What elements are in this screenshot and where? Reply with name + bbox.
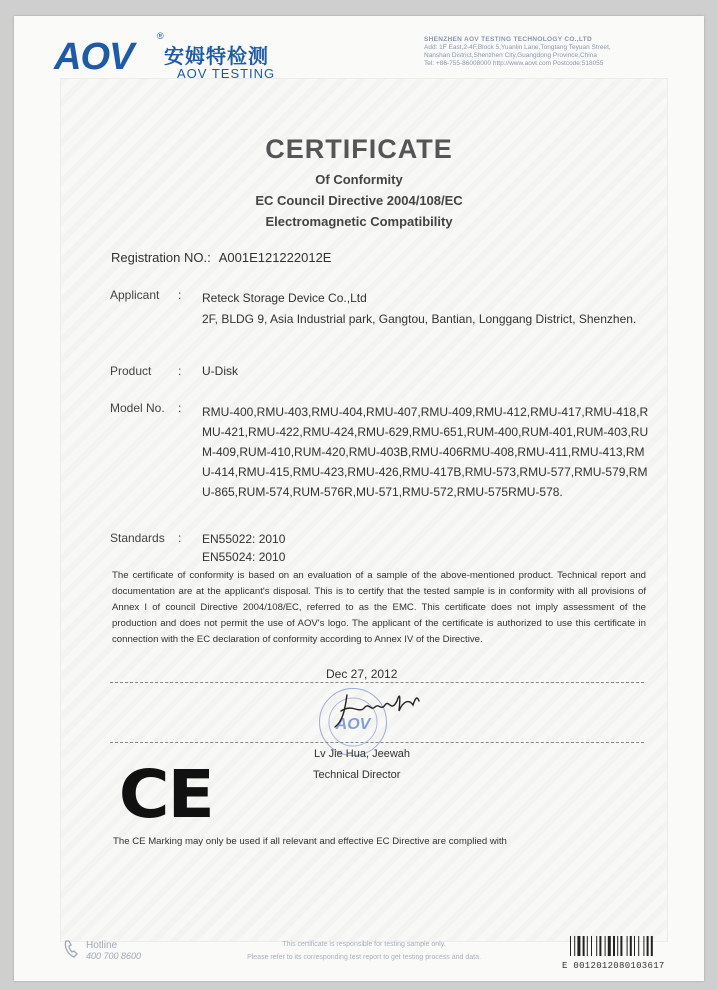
subtitle-of-conformity: Of Conformity — [315, 172, 403, 187]
hotline-label: Hotline — [86, 940, 118, 951]
barcode-bar — [596, 936, 597, 956]
registration-label: Registration NO.: — [111, 250, 211, 265]
registered-mark: ® — [157, 31, 164, 41]
signer-title: Technical Director — [313, 769, 401, 781]
certificate-title: CERTIFICATE — [265, 134, 453, 164]
barcode-bar — [591, 936, 592, 956]
barcode-bar — [608, 936, 611, 956]
registration-row — [111, 250, 331, 265]
barcode-bar — [643, 936, 644, 956]
applicant-name: Reteck Storage Device Co.,Ltd — [202, 291, 367, 305]
signer-name: Lv Jie Hua, Jeewah — [314, 748, 410, 760]
company-address-1: Add: 1F East,2-4F,Block 5,Yuanlin Lane,Tongtang Teyuan Street, — [424, 44, 611, 51]
conformity-statement: The certificate of conformity is based on an evaluation of a sample of the above-mentioned product. Technical report and documentation are at the applicant's disposal. This is to certify that the tested sample is in conformity with all provisions of Annex I of council Directive 2004/108/EC, referred to as the EMC. This certificate does not imply assessment of the production and does not permit the use of AOV's logo. The applicant of the certificate is authorized to use this certificate in connection with the EC declaration of conformity according to Annex IV of the Directive. — [112, 570, 646, 645]
applicant-colon: : — [178, 288, 182, 302]
barcode-bar — [587, 936, 588, 956]
certificate-page — [14, 16, 704, 981]
barcode-number: E 0012012080103617 — [562, 961, 665, 971]
barcode-bar — [605, 936, 606, 956]
company-address-2: Nanshan District,Shenzhen City,Guangdong Province,China — [424, 52, 597, 59]
subtitle-emc: Electromagnetic Compatibility — [265, 214, 453, 229]
product-colon: : — [178, 364, 182, 378]
barcode-bar — [627, 936, 628, 956]
company-info — [424, 36, 694, 68]
standard-en55022: EN55022: 2010 — [202, 532, 286, 546]
ce-marking-note: The CE Marking may only be used if all relevant and effective EC Directive are complied with — [113, 836, 507, 847]
applicant-address: 2F, BLDG 9, Asia Industrial park, Gangtou, Bantian, Longgang District, Shenzhen. — [202, 312, 637, 326]
barcode-bar — [634, 936, 635, 956]
hotline-phone-icon — [62, 938, 82, 960]
standard-en55024: EN55024: 2010 — [202, 550, 286, 564]
subtitle-directive: EC Council Directive 2004/108/EC — [255, 193, 463, 208]
footer-note — [194, 938, 534, 964]
handwritten-signature — [319, 681, 429, 741]
barcode-bar — [647, 936, 649, 956]
footer-note-2: Please refer to its corresponding test report to get testing process and data. — [247, 954, 481, 961]
barcode-bar — [613, 936, 615, 956]
barcode-bar — [599, 936, 601, 956]
barcode-bar — [620, 936, 622, 956]
barcode-bar — [630, 936, 632, 956]
hotline-number: 400 700 8600 — [86, 951, 142, 961]
model-list: RMU-400,RMU-403,RMU-404,RMU-407,RMU-409,RMU-412,RMU-417,RMU-418,RMU-421,RMU-422,RMU-424,RMU-629,RMU-651,RUM-400,RUM-401,RUM-403,RUM-409,RUM-410,RUM-420,RMU-403B,RMU-406RMU-408,RMU-411,RMU-413,RMU-414,RMU-415,RMU-423,RMU-426,RMU-417B,RMU-573,RMU-577,RMU-579,RMU-865,RUM-574,RUM-576R,MU-571,RMU-572,RMU-575RMU-578. — [202, 405, 649, 499]
applicant-label: Applicant — [110, 288, 160, 302]
barcode-bar — [617, 936, 618, 956]
issue-date: Dec 27, 2012 — [326, 667, 398, 681]
company-name: SHENZHEN AOV TESTING TECHNOLOGY CO.,LTD — [424, 36, 592, 43]
footer-note-1: This certificate is responsible for testing sample only. — [282, 941, 446, 948]
barcode-bar — [574, 936, 575, 956]
registration-number: A001E121222012E — [218, 250, 332, 265]
standards-label: Standards — [110, 531, 165, 545]
barcode-bar — [577, 936, 580, 956]
logo-english-name: AOV TESTING — [177, 66, 276, 81]
standards-colon: : — [178, 531, 182, 545]
barcode — [570, 936, 674, 956]
barcode-bar — [638, 936, 639, 956]
product-label: Product — [110, 364, 152, 378]
stamp-text: AOV — [335, 716, 371, 733]
barcode-bar — [583, 936, 585, 956]
logo-chinese-name: 安姆特检测 — [164, 44, 269, 68]
barcode-bar — [570, 936, 571, 956]
company-contact: Tel: +86-755-86008000 http://www.aovt.com Postcode:518055 — [424, 60, 604, 67]
model-label: Model No. — [110, 401, 165, 415]
aov-logo: AOV — [54, 36, 134, 78]
product-value: U-Disk — [202, 364, 238, 378]
signature-divider — [110, 742, 644, 743]
model-colon: : — [178, 401, 182, 415]
barcode-bar — [651, 936, 653, 956]
ce-mark: CE — [118, 756, 213, 833]
